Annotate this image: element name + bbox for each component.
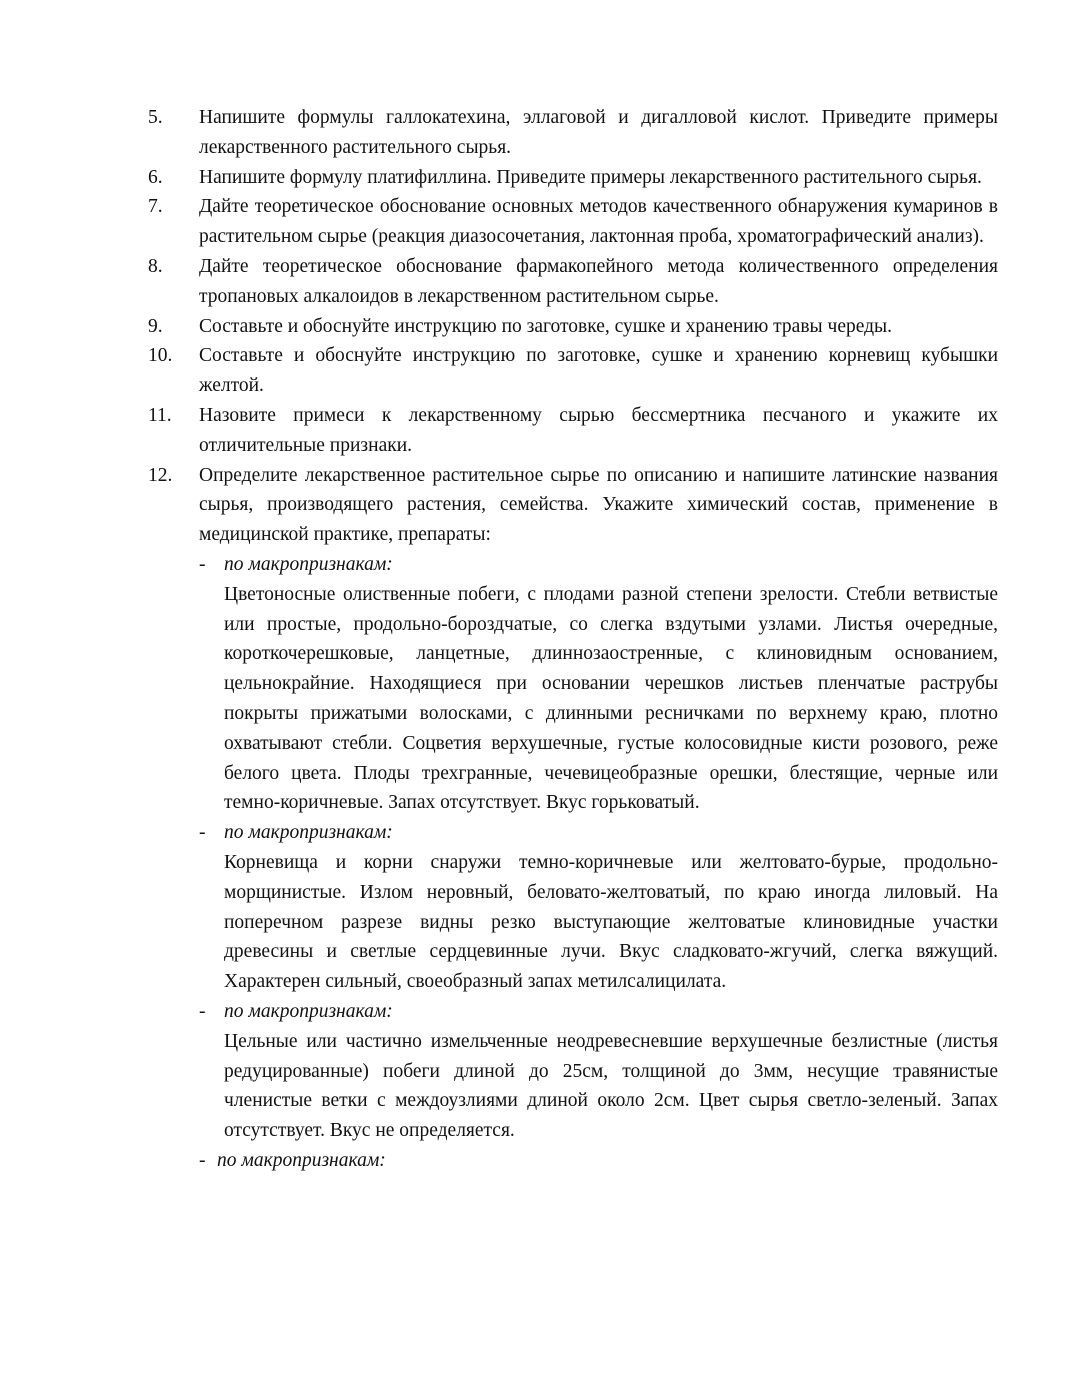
question-number: 11. <box>148 404 172 426</box>
subitem-bullet: - <box>199 1000 206 1022</box>
question-text: Напишите формулы галлокатехина, эллаговой и дигалловой кислот. Приведите примеры лекарственного растительного сырья. <box>199 107 998 158</box>
question-item-5 <box>148 103 998 163</box>
subitem-description: Корневища и корни снаружи темно-коричневые или желтовато-бурые, продольно-морщинистые. Излом неровный, беловато-желтоватый, по краю иногда лиловый. На поперечном разрезе видны резко выступающие желтоватые клиновидные участки древесины и светлые сердцевинные лучи. Вкус сладковато-жгучий, слегка вяжущий. Характерен сильный, своеобразный запах метилсалицилата. <box>224 851 998 993</box>
subitem-title: по макропризнакам: <box>224 1000 393 1022</box>
question-item-7 <box>148 192 998 252</box>
question-text: Определите лекарственное растительное сырье по описанию и напишите латинские названия сырья, производящего растения, семейства. Укажите химический состав, применение в медицинской практике, препараты: <box>199 464 998 546</box>
question-text: Дайте теоретическое обоснование фармакопейного метода количественного определения тропановых алкалоидов в лекарственном растительном сырье. <box>199 255 998 307</box>
question-item-6 <box>148 163 998 193</box>
question-text: Дайте теоретическое обоснование основных методов качественного обнаружения кумаринов в растительном сырье (реакция диазосочетания, лактонная проба, хроматографический анализ). <box>199 196 998 248</box>
subitem-4 <box>199 1146 998 1176</box>
subitem-2 <box>199 818 998 997</box>
question-number: 6. <box>148 166 163 188</box>
question-number: 12. <box>148 464 173 486</box>
question-number: 7. <box>148 196 163 218</box>
question-number: 5. <box>148 107 163 128</box>
question-list <box>148 103 998 1176</box>
subitem-bullet: - <box>199 553 206 575</box>
question-item-8 <box>148 252 998 312</box>
subitem-description: Цветоносные олиственные побеги, с плодами разной степени зрелости. Стебли ветвистые или простые, продольно-бороздчатые, со слегка вздутыми узлами. Листья очередные, короткочерешковые, ланцетные, длиннозаостренные, с клиновидным основанием, цельнокрайние. Находящиеся при основании черешков листьев пленчатые раструбы покрыты прижатыми волосками, с длинными ресничками по верхнему краю, плотно охватывают стебли. Соцветия верхушечные, густые колосовидные кисти розового, реже белого цвета. Плоды трехгранные, чечевицеобразные орешки, блестящие, черные или темно-коричневые. Запах отсутствует. Вкус горьковатый. <box>224 583 998 814</box>
question-text: Напишите формулу платифиллина. Приведите примеры лекарственного растительного сырья. <box>199 166 982 188</box>
question-number: 9. <box>148 315 163 337</box>
question-text: Назовите примеси к лекарственному сырью бессмертника песчаного и укажите их отличительные признаки. <box>199 404 998 456</box>
question-item-11 <box>148 401 998 461</box>
subitem-bullet: - <box>199 1149 206 1171</box>
question-number: 10. <box>148 345 173 367</box>
question-text: Составьте и обоснуйте инструкцию по заготовке, сушке и хранению корневищ кубышки желтой. <box>199 345 998 397</box>
question-number: 8. <box>148 255 163 277</box>
subitem-3 <box>199 997 998 1146</box>
subitem-1 <box>199 550 998 818</box>
question-item-10 <box>148 341 998 401</box>
question-text: Составьте и обоснуйте инструкцию по заготовке, сушке и хранению травы череды. <box>199 315 893 337</box>
subitem-title: по макропризнакам: <box>217 1149 386 1171</box>
subitem-description: Цельные или частично измельченные неодревесневшие верхушечные безлистные (листья редуцированные) побеги длиной до 25см, толщиной до 3мм, несущие травянистые членистые ветки с междоузлиями длиной около 2см. Цвет сырья светло-зеленый. Запах отсутствует. Вкус не определяется. <box>224 1030 998 1142</box>
question-item-12 <box>148 461 998 550</box>
question-item-9 <box>148 312 998 342</box>
subitem-title: по макропризнакам: <box>224 553 393 575</box>
subitem-title: по макропризнакам: <box>224 822 393 844</box>
subitem-bullet: - <box>199 822 206 844</box>
